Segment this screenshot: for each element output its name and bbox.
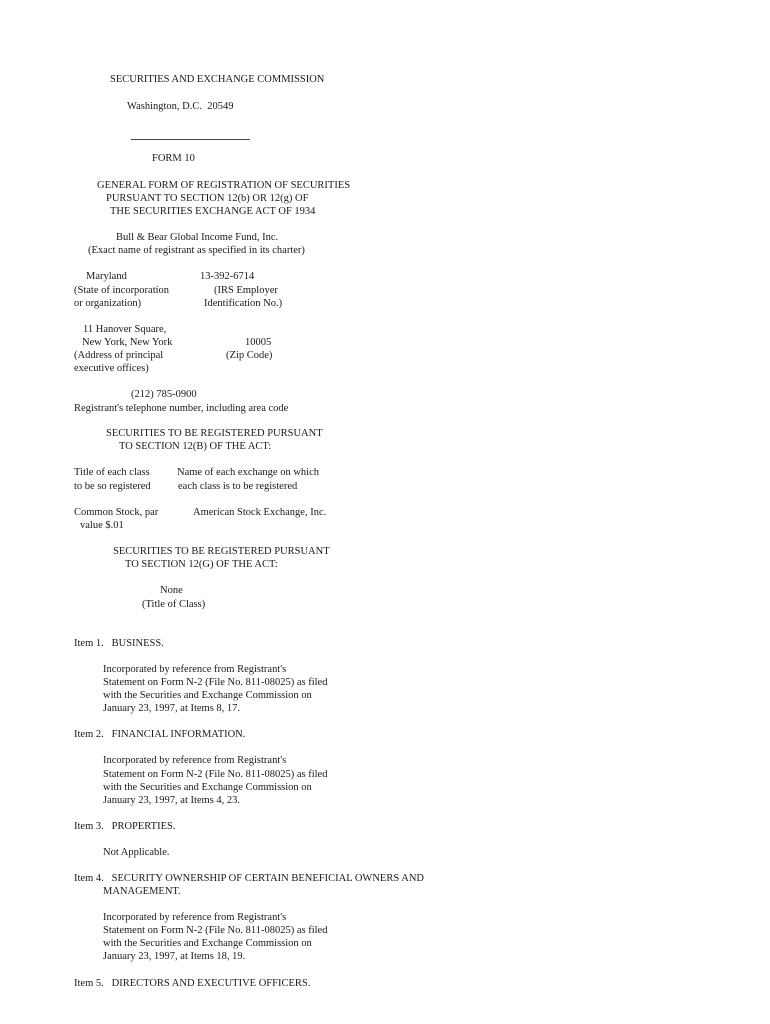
item-4-title: Item 4. SECURITY OWNERSHIP OF CERTAIN BENEFICIAL OWNERS AND bbox=[74, 873, 424, 884]
item-1-body-line-3: with the Securities and Exchange Commission on bbox=[103, 690, 312, 701]
section-12b-heading-line-2: TO SECTION 12(B) OF THE ACT: bbox=[119, 441, 272, 452]
address-caption-line-1: (Address of principal bbox=[74, 350, 164, 361]
item-2-body-line-3: with the Securities and Exchange Commission on bbox=[103, 782, 312, 793]
ein-value: 13-392-6714 bbox=[200, 271, 255, 282]
col1-header-line-1: Title of each class bbox=[74, 467, 150, 478]
address-caption-line-2: executive offices) bbox=[74, 363, 149, 374]
item-2-body-line-1: Incorporated by reference from Registrant's bbox=[103, 755, 287, 766]
ein-caption-line-1: (IRS Employer bbox=[214, 285, 278, 296]
ein-caption-line-2: Identification No.) bbox=[204, 298, 283, 309]
item-1-title: Item 1. BUSINESS. bbox=[74, 638, 164, 649]
col1-header-line-2: to be so registered bbox=[74, 481, 151, 492]
item-3-title: Item 3. PROPERTIES. bbox=[74, 821, 176, 832]
section-12g-caption: (Title of Class) bbox=[142, 599, 206, 610]
address-line-1: 11 Hanover Square, bbox=[83, 324, 167, 335]
section-12g-heading-line-2: TO SECTION 12(G) OF THE ACT: bbox=[125, 559, 278, 570]
general-form-line-3: THE SECURITIES EXCHANGE ACT OF 1934 bbox=[110, 206, 316, 217]
exchange-name: American Stock Exchange, Inc. bbox=[193, 507, 327, 518]
registrant-name-caption: (Exact name of registrant as specified in its charter) bbox=[88, 245, 305, 256]
phone-caption: Registrant's telephone number, including area code bbox=[74, 403, 289, 414]
state-value: Maryland bbox=[86, 271, 127, 282]
class-title-line-1: Common Stock, par bbox=[74, 507, 159, 518]
section-12b-heading-line-1: SECURITIES TO BE REGISTERED PURSUANT bbox=[106, 428, 323, 439]
phone-value: (212) 785-0900 bbox=[131, 389, 197, 400]
state-caption-line-2: or organization) bbox=[74, 298, 142, 309]
registrant-name: Bull & Bear Global Income Fund, Inc. bbox=[116, 232, 279, 243]
item-4-body-line-2: Statement on Form N-2 (File No. 811-08025) as filed bbox=[103, 925, 328, 936]
col2-header-line-1: Name of each exchange on which bbox=[177, 467, 319, 478]
item-4-body-line-4: January 23, 1997, at Items 18, 19. bbox=[103, 951, 246, 962]
address-line-2: New York, New York bbox=[82, 337, 173, 348]
item-1-body-line-2: Statement on Form N-2 (File No. 811-08025) as filed bbox=[103, 677, 328, 688]
item-1-body-line-1: Incorporated by reference from Registrant's bbox=[103, 664, 287, 675]
zip-value: 10005 bbox=[245, 337, 272, 348]
section-12g-heading-line-1: SECURITIES TO BE REGISTERED PURSUANT bbox=[113, 546, 330, 557]
item-1-body-line-4: January 23, 1997, at Items 8, 17. bbox=[103, 703, 241, 714]
item-2-body-line-2: Statement on Form N-2 (File No. 811-08025) as filed bbox=[103, 769, 328, 780]
class-title-line-2: value $.01 bbox=[80, 520, 124, 531]
col2-header-line-2: each class is to be registered bbox=[178, 481, 298, 492]
item-3-body-line-1: Not Applicable. bbox=[103, 847, 170, 858]
item-4-body-line-3: with the Securities and Exchange Commission on bbox=[103, 938, 312, 949]
general-form-line-1: GENERAL FORM OF REGISTRATION OF SECURITIES bbox=[97, 180, 351, 191]
general-form-line-2: PURSUANT TO SECTION 12(b) OR 12(g) OF bbox=[106, 193, 309, 204]
header-divider bbox=[131, 139, 250, 140]
state-caption-line-1: (State of incorporation bbox=[74, 285, 170, 296]
item-4-title-continued: MANAGEMENT. bbox=[103, 886, 181, 897]
item-2-body-line-4: January 23, 1997, at Items 4, 23. bbox=[103, 795, 241, 806]
item-2-title: Item 2. FINANCIAL INFORMATION. bbox=[74, 729, 246, 740]
zip-caption: (Zip Code) bbox=[226, 350, 273, 361]
item-5-title: Item 5. DIRECTORS AND EXECUTIVE OFFICERS. bbox=[74, 978, 311, 989]
commission-location: Washington, D.C. 20549 bbox=[127, 101, 234, 112]
commission-name: SECURITIES AND EXCHANGE COMMISSION bbox=[110, 74, 325, 85]
item-4-body-line-1: Incorporated by reference from Registrant's bbox=[103, 912, 287, 923]
form-title: FORM 10 bbox=[152, 153, 195, 164]
section-12g-value: None bbox=[160, 585, 183, 596]
